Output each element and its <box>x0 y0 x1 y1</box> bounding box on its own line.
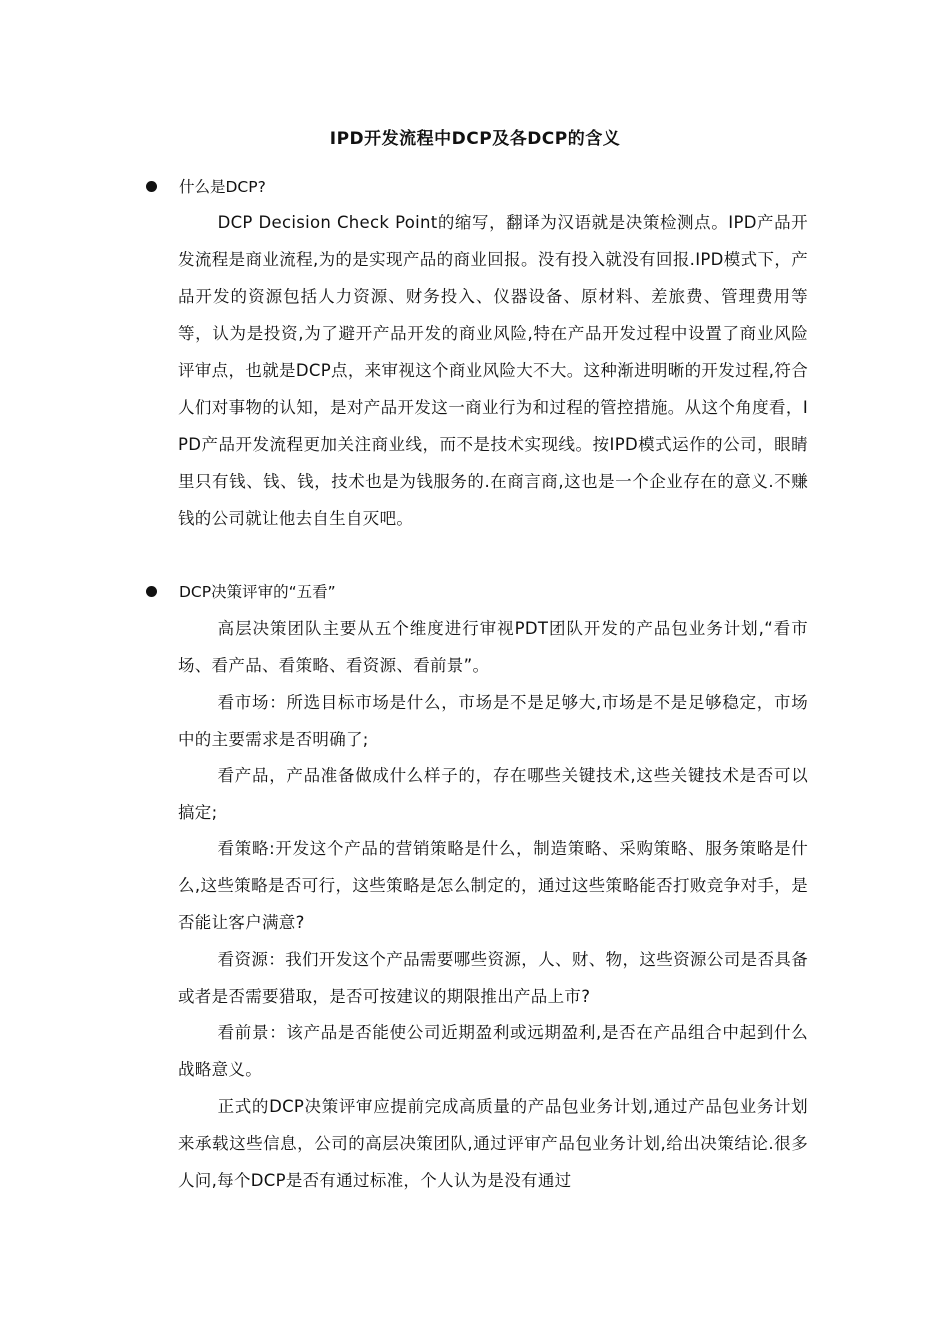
paragraph-formal-review: 正式的DCP决策评审应提前完成高质量的产品包业务计划,通过产品包业务计划来承载这些信息，公司的高层决策团队,通过评审产品包业务计划,给出决策结论.很多人问,每个DCP是否有通过标准，个人认为是没有通过 <box>178 1097 808 1190</box>
section-heading: DCP决策评审的“五看” <box>179 583 336 601</box>
section-five-looks <box>146 577 806 607</box>
paragraph-look-resources: 看资源：我们开发这个产品需要哪些资源，人、财、物，这些资源公司是否具备或者是否需要猎取，是否可按建议的期限推出产品上市? <box>178 950 808 1006</box>
paragraph-look-product: 看产品，产品准备做成什么样子的，存在哪些关键技术,这些关键技术是否可以搞定; <box>178 766 808 822</box>
bullet-dot-icon <box>146 181 157 192</box>
document-title: IPD开发流程中DCP及各DCP的含义 <box>329 129 621 149</box>
paragraph-look-strategy: 看策略:开发这个产品的营销策略是什么，制造策略、采购策略、服务策略是什么,这些策略是否可行，这些策略是怎么制定的，通过这些策略能否打败竞争对手，是否能让客户满意? <box>178 839 808 932</box>
paragraph-five-dimensions: 高层决策团队主要从五个维度进行审视PDT团队开发的产品包业务计划,“看市场、看产品、看策略、看资源、看前景”。 <box>178 619 808 675</box>
paragraph-look-market: 看市场：所选目标市场是什么，市场是不是足够大,市场是不是足够稳定，市场中的主要需求是否明确了; <box>178 693 808 749</box>
paragraph-look-prospects: 看前景：该产品是否能使公司近期盈利或远期盈利,是否在产品组合中起到什么战略意义。 <box>178 1023 808 1079</box>
bullet-dot-icon <box>146 586 157 597</box>
paragraph-dcp-definition: DCP Decision Check Point的缩写，翻译为汉语就是决策检测点。IPD产品开发流程是商业流程,为的是实现产品的商业回报。没有投入就没有回报.IPD模式下，产品开发的资源包括人力资源、财务投入、仪器设备、原材料、差旅费、管理费用等等，认为是投资,为了避开产品开发的商业风险,特在产品开发过程中设置了商业风险评审点，也就是DCP点，来审视这个商业风险大不大。这种渐进明晰的开发过程,符合人们对事物的认知，是对产品开发这一商业行为和过程的管控措施。从这个角度看，IPD产品开发流程更加关注商业线，而不是技术实现线。按IPD模式运作的公司，眼睛里只有钱、钱、钱，技术也是为钱服务的.在商言商,这也是一个企业存在的意义.不赚钱的公司就让他去自生自灭吧。 <box>178 213 808 528</box>
section-what-is-dcp <box>146 172 806 202</box>
section-heading: 什么是DCP? <box>179 178 266 196</box>
